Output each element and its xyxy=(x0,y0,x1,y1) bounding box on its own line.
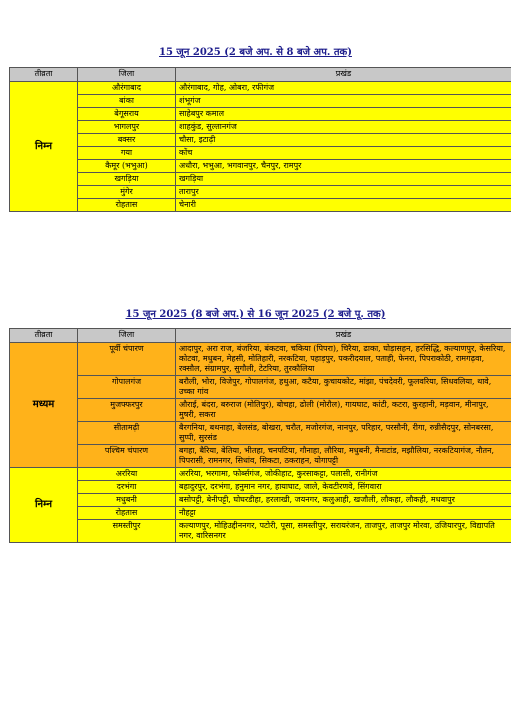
district-cell: बक्सर xyxy=(78,134,176,147)
table-row xyxy=(10,121,511,134)
district-cell: बेगूसराय xyxy=(78,108,176,121)
blocks-cell: बगहा, बैरिया, बेतिया, भीतहा, चनपटिया, गौनाहा, लौरिया, मधुबनी, मैनाटांड, मझौलिया, नरकटियागंज, नौतन, पिपरासी, रामनगर, सिधांव, सिकटा, ठकराहन, योगापट्टी xyxy=(176,445,511,468)
district-cell: कैमूर (भभुआ) xyxy=(78,160,176,173)
table-row xyxy=(10,186,511,199)
intensity-cell: निम्न xyxy=(10,468,78,543)
blocks-cell: शाहकुंड, सुल्तानगंज xyxy=(176,121,511,134)
blocks-cell: साहेबपुर कमाल xyxy=(176,108,511,121)
table-row xyxy=(10,95,511,108)
table-row xyxy=(10,160,511,173)
header-district: जिला xyxy=(78,68,176,82)
district-cell: रोहतास xyxy=(78,507,176,520)
table2 xyxy=(9,328,511,543)
table-row xyxy=(10,445,511,468)
table1 xyxy=(9,67,511,212)
table2-body xyxy=(10,343,511,543)
blocks-cell: आदापुर, अरा राज, बंजरिया, बंकटवा, चकिया (पिपरा), चिरैया, ढाका, घोड़ासहन, हरसिद्धि, कल्याणपुर, केसरिया, कोटवा, मधुबन, मेहसी, मोतिहारी, नरकटिया, पहाड़पुर, पकरीदयाल, पताही, फेनरा, पिपराकोठी, रामगढ़वा, रक्सौल, संग्रामपुर, सुगौली, टेटरिया, तुरकौलिया xyxy=(176,343,511,376)
table-row xyxy=(10,468,511,481)
blocks-cell: नौहट्टा xyxy=(176,507,511,520)
table-row xyxy=(10,134,511,147)
table2-title: 15 जून 2025 (8 बजे अप.) से 16 जून 2025 (2 बजे पू. तक) xyxy=(125,309,386,320)
blocks-cell: औरंगाबाद, गोह, ओबरा, रफीगंज xyxy=(176,82,511,95)
table-row xyxy=(10,520,511,543)
district-cell: पश्चिम चंपारण xyxy=(78,445,176,468)
table-row xyxy=(10,494,511,507)
table2-header-row xyxy=(10,329,511,343)
table-row xyxy=(10,507,511,520)
table-row xyxy=(10,399,511,422)
table-row xyxy=(10,82,511,95)
blocks-cell: बैरगनिया, बथनाहा, बेलसंड, बोखरा, चरौत, मजोरगंज, नानपुर, परिहार, परसौनी, रीगा, रुन्नीसैदपुर, सोनबरसा, सुप्पी, सुरसंड xyxy=(176,422,511,445)
district-cell: भागलपुर xyxy=(78,121,176,134)
table-row xyxy=(10,108,511,121)
table-row xyxy=(10,481,511,494)
header-intensity: तीव्रता xyxy=(10,68,78,82)
district-cell: पूर्वी चंपारण xyxy=(78,343,176,376)
district-cell: दरभंगा xyxy=(78,481,176,494)
blocks-cell: कोंच xyxy=(176,147,511,160)
blocks-cell: अधौरा, भभुआ, भगवानपुर, चैनपुर, रामपुर xyxy=(176,160,511,173)
table-row xyxy=(10,173,511,186)
blocks-cell: चौसा, इटाढ़ी xyxy=(176,134,511,147)
blocks-cell: बसोपट्टी, बेनीपट्टी, घोघरडीहा, हरलाखी, जयनगर, कलुआही, खजौली, लौकहा, लौकही, मधवापुर xyxy=(176,494,511,507)
blocks-cell: अररिया, भरगामा, फोर्ब्सगंज, जोकीहाट, कुरसाकट्टा, पलासी, रानीगंज xyxy=(176,468,511,481)
blocks-cell: खगड़िया xyxy=(176,173,511,186)
district-cell: रोहतास xyxy=(78,199,176,212)
blocks-cell: बहादुरपुर, दरभंगा, हनुमान नगर, हायाघाट, जाले, केवटीरणवे, सिंगवारा xyxy=(176,481,511,494)
district-cell: बांका xyxy=(78,95,176,108)
district-cell: समस्तीपुर xyxy=(78,520,176,543)
intensity-cell: निम्न xyxy=(10,82,78,212)
district-cell: गोपालगंज xyxy=(78,376,176,399)
blocks-cell: शंभूगंज xyxy=(176,95,511,108)
table1-header-row xyxy=(10,68,511,82)
district-cell: गया xyxy=(78,147,176,160)
blocks-cell: तारापुर xyxy=(176,186,511,199)
intensity-cell: मध्यम xyxy=(10,343,78,468)
blocks-cell: बरौली, भोरा, विजेपुर, गोपालगंज, हथुआ, कटैया, कुचायकोट, मांझा, पंचदेवरी, फूलवरिया, सिधवलिया, थावे, उच्का गांव xyxy=(176,376,511,399)
district-cell: मुजफ्फरपुर xyxy=(78,399,176,422)
table1-body xyxy=(10,82,511,212)
blocks-cell: चेनारी xyxy=(176,199,511,212)
table1-title: 15 जून 2025 (2 बजे अप. से 8 बजे अप. तक) xyxy=(159,47,352,58)
table-row xyxy=(10,199,511,212)
table-row xyxy=(10,343,511,376)
header-district: जिला xyxy=(78,329,176,343)
header-block: प्रखंड xyxy=(176,68,511,82)
district-cell: सीतामढ़ी xyxy=(78,422,176,445)
blocks-cell: कल्याणपुर, मोहिउद्दीननगर, पटोरी, पूसा, समस्तीपुर, सरायरंजन, ताजपुर, ताजपुर मोरवा, उजियारपुर, विद्यापति नगर, वारिसनगर xyxy=(176,520,511,543)
district-cell: मुंगेर xyxy=(78,186,176,199)
table-row xyxy=(10,422,511,445)
blocks-cell: औराई, बंदरा, बरुराज (मोतिपुर), बोचहा, ढोली (मोरौल), गायघाट, कांटी, कटरा, कुरहानी, मड़वान, मीनापुर, मुषरी, सकरा xyxy=(176,399,511,422)
table-row xyxy=(10,376,511,399)
table-row xyxy=(10,147,511,160)
district-cell: अररिया xyxy=(78,468,176,481)
district-cell: मधुबनी xyxy=(78,494,176,507)
district-cell: औरंगाबाद xyxy=(78,82,176,95)
header-block: प्रखंड xyxy=(176,329,511,343)
header-intensity: तीव्रता xyxy=(10,329,78,343)
district-cell: खगड़िया xyxy=(78,173,176,186)
